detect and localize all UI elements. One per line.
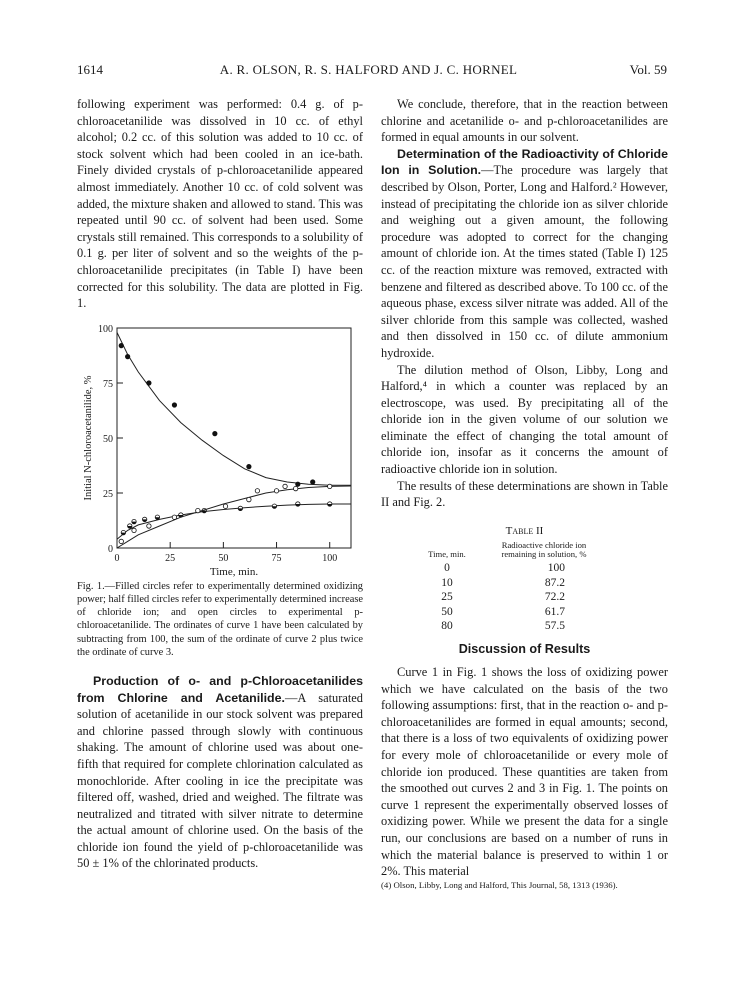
volume-label: Vol. 59 (629, 62, 667, 77)
data-point-filled (311, 480, 315, 484)
data-point-open (119, 539, 123, 543)
data-point-filled (147, 381, 151, 385)
table-cell: 50 (441, 605, 453, 618)
table-cell: 61.7 (544, 605, 565, 618)
y-tick-label: 0 (108, 543, 113, 555)
section-radioactivity (381, 146, 668, 362)
page-number: 1614 (77, 62, 103, 77)
left-column (77, 96, 363, 872)
data-point-open (328, 484, 332, 488)
data-point-open (247, 497, 251, 501)
table-cell: 100 (547, 562, 565, 575)
data-point-open (132, 528, 136, 532)
x-tick-label: 25 (165, 552, 176, 564)
y-tick-label: 50 (103, 433, 113, 445)
table-row (411, 561, 605, 575)
table-ii (411, 541, 605, 633)
data-point-filled (247, 464, 251, 468)
x-tick-label: 50 (218, 552, 229, 564)
data-point-filled (213, 431, 217, 435)
right-paragraph-3: The dilution method of Olson, Libby, Long and Halford,⁴ in which a counter was replaced by an electroscope, was used. By precipitating all of the chloride ion in the given volume of our solution we eliminate the effect of changing the total amount of chloride ion, insofar as it concerns the amount of radioactive chloride ion in solution. (381, 362, 668, 477)
data-point-open (274, 488, 278, 492)
plot-area (83, 324, 351, 578)
left-paragraph-1: following experiment was performed: 0.4 g. of p-chloroacetanilide was dissolved in 10 cc. of ethyl alcohol; 0.2 cc. of this solution was added to 10 cc. of stock solvent which had been cooled in an ice-bath. Finely divided crystals of p-chloroacetanilide appeared almost immediately. Another 10 cc. of cold solvent was added, the mixture shaken and allowed to stand. This was repeated until 90 cc. of solvent had been used. Some crystals still remained. This corresponds to a solubility of 0.1 g. per liter of solvent and so the weights of the p-chloroacetanilide precipitates (in Table I) have been corrected for this solubility. The data are plotted in Fig. 1. (77, 97, 363, 311)
right-paragraph-5: Curve 1 in Fig. 1 shows the loss of oxidizing power which we have calculated on the basis of the two following assumptions: first, that in the reaction o- and p-chloroacetanilides are formed in equal amounts; second, that there is a loss of two equivalents of oxidizing power for every mole of chloroacetanilide or every mole of chloride ion produced. These quantities are taken from the smoothed out curves 2 and 3 in Fig. 1. The points on curve 1 represent the experimentally observed losses of oxidizing power. While we present the data for a single run, our conclusions are based on a number of runs in which the material balance is preserved to within 1 or 2%. This material (381, 665, 668, 879)
series-3-curve (117, 486, 351, 548)
figure-1-caption: Fig. 1.—Filled circles refer to experimentally determined oxidizing power; half filled circles refer to experimentally determined increase of chloride ion; and open circles to experimental p-chloroacetanilide. The ordinates of curve 1 have been calculated by subtracting from 100, the sum of the ordinate of curve 2 plus twice the ordinate of curve 3. (77, 580, 363, 658)
data-point-filled (125, 354, 129, 358)
table-row (411, 605, 605, 619)
right-paragraph-2: —The procedure was largely that described by Olson, Porter, Long and Halford.² However, instead of precipitating the chloride ion as silver chloride and weighing out a given amount, the following procedure was adopted to correct for the changing amount of chloride ion. At the times stated (Table I) 125 cc. of the reaction mixture was removed, extracted with benzene and filtered as described above. To 100 cc. of the aqueous phase, excess silver nitrate was added. All of the silver chloride from this sample was collected, washed and then dissolved in 150 cc. of dilute ammonium hydroxide. (381, 163, 668, 360)
right-column (381, 96, 668, 891)
x-axis-label: Time, min. (209, 565, 259, 578)
data-point-open (172, 515, 176, 519)
table-cell: 0 (444, 562, 450, 575)
data-point-open (255, 488, 259, 492)
table-row (411, 619, 605, 633)
series-1-curve (117, 332, 351, 485)
footnote-4: (4) Olson, Libby, Long and Halford, This Journal, 58, 1313 (1936). (381, 879, 618, 890)
y-tick-label: 100 (98, 323, 113, 335)
right-paragraph-4: The results of these determinations are shown in Table II and Fig. 2. (381, 478, 668, 510)
table-row (411, 576, 605, 590)
x-tick-label: 75 (271, 552, 282, 564)
table-cell: 87.2 (544, 576, 565, 589)
table-cell: 25 (441, 591, 453, 604)
y-tick-label: 25 (103, 488, 113, 500)
data-point-open (147, 524, 151, 528)
data-point-filled (296, 482, 300, 486)
section-production (77, 673, 363, 872)
table-cell: 72.2 (544, 591, 565, 604)
data-point-open (293, 486, 297, 490)
section-heading-radioactivity: Determination of the Radioactivity of Chloride Ion in Solution. (381, 146, 668, 178)
data-point-open (223, 504, 227, 508)
data-point-filled (172, 403, 176, 407)
section-heading-production: Production of o- and p-Chloroacetanilides from Chlorine and Acetanilide. (77, 673, 363, 705)
table-ii-header-time: Time, min. (428, 549, 466, 560)
running-header-authors: A. R. OLSON, R. S. HALFORD AND J. C. HORNEL (219, 62, 518, 77)
table-ii-title: Table II (505, 524, 544, 537)
data-point-open (283, 484, 287, 488)
series-2-curve (117, 504, 351, 539)
table-cell: 80 (441, 620, 453, 633)
x-tick-label: 0 (114, 552, 120, 564)
y-tick-label: 75 (103, 378, 113, 390)
x-tick-label: 100 (322, 552, 338, 564)
table-row (411, 590, 605, 604)
discussion-heading: Discussion of Results (458, 642, 591, 657)
data-point-open (196, 508, 200, 512)
plot-frame (117, 328, 351, 548)
table-ii-header-radioactive: Radioactive chloride ion remaining in solution, % (501, 540, 587, 560)
figure-1-chart (77, 312, 363, 580)
table-cell: 57.5 (544, 620, 565, 633)
y-axis-label: Initial N-chloroacetanilide, % (83, 375, 94, 501)
right-paragraph-1: We conclude, therefore, that in the reaction between chlorine and acetanilide o- and p-chloroacetanilides are formed in equal amounts in our solvent. (381, 97, 668, 145)
left-paragraph-2: —A saturated solution of acetanilide in our stock solvent was prepared and chlorine passed through slowly with continuous shaking. The amount of chlorine used was about one-fifth that required for complete chlorination calculated as monochloride. After cooling in ice the precipitate was filtered off, washed, dried and weighed. The filtrate was neutralized and titrated with silver nitrate to determine the actual amount of chlorine used. On the basis of the chloride ion found the yield of p-chloroacetanilide was 50 ± 1% of the chlorinated products. (77, 690, 363, 871)
table-cell: 10 (441, 576, 453, 589)
data-point-filled (119, 343, 123, 347)
